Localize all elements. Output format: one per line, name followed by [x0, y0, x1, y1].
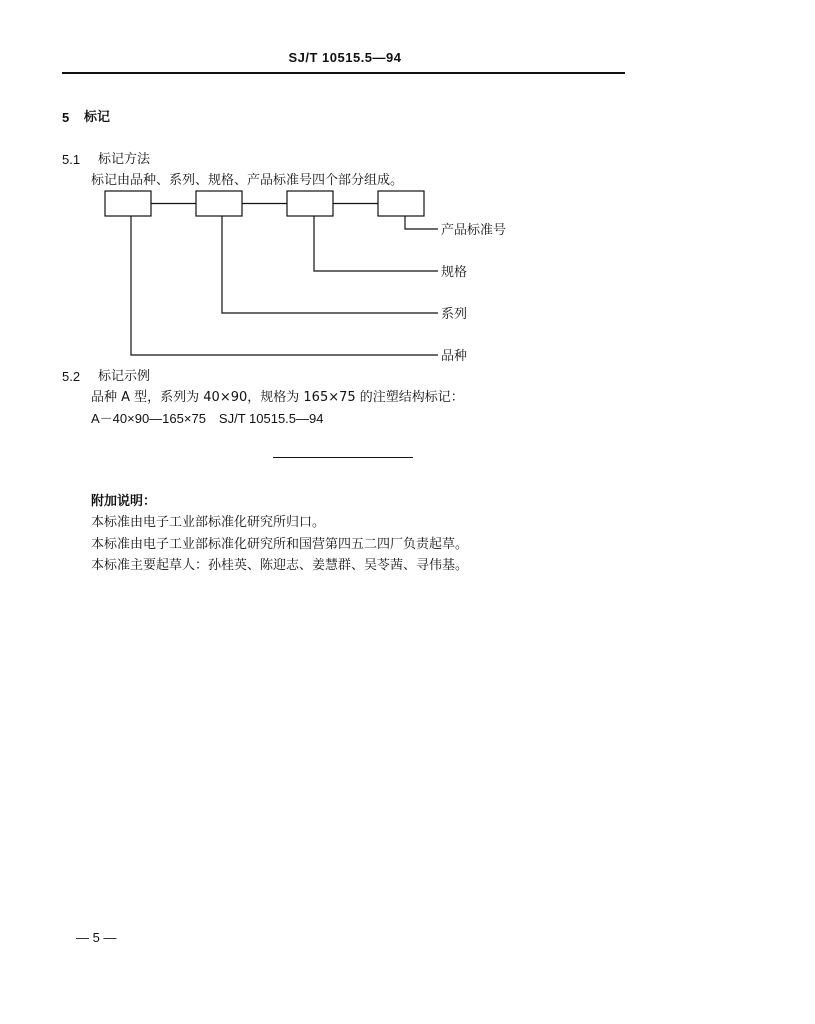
- section-5-title: 标记: [84, 110, 111, 125]
- label-series: 系列: [441, 307, 468, 322]
- example-marking: A－40×90—165×75 SJ/T 10515.5—94: [91, 411, 324, 426]
- leader-variety: [131, 216, 438, 355]
- section-divider: [273, 457, 413, 458]
- section-5-2-number: 5.2: [62, 369, 81, 384]
- appendix-line-1: 本标准由电子工业部标准化研究所归口。: [91, 515, 326, 530]
- section-5-1-text: 标记由品种、系列、规格、产品标准号四个部分组成。: [91, 173, 404, 188]
- label-standard-number: 产品标准号: [441, 223, 507, 238]
- example-description: 品种 A 型，系列为 40×90，规格为 165×75 的注塑结构标记：: [91, 390, 464, 405]
- section-5-1-title: 标记方法: [98, 152, 151, 167]
- section-5-2-title: 标记示例: [98, 369, 151, 384]
- appendix-line-2: 本标准由电子工业部标准化研究所和国营第四五二四厂负责起草。: [91, 537, 469, 552]
- label-variety: 品种: [441, 349, 468, 364]
- box-series: [196, 191, 242, 216]
- box-variety: [105, 191, 151, 216]
- appendix-line-3: 本标准主要起草人：孙桂英、陈迎志、姜慧群、吴苓茜、寻伟基。: [91, 558, 469, 573]
- leader-series: [222, 216, 438, 313]
- box-specification: [287, 191, 333, 216]
- section-5-number: 5: [62, 110, 70, 125]
- document-code-header: SJ/T 10515.5—94: [288, 50, 402, 65]
- appendix-title: 附加说明：: [91, 494, 157, 509]
- leader-standard-number: [405, 216, 438, 229]
- leader-specification: [314, 216, 438, 271]
- box-standard-number: [378, 191, 424, 216]
- page-number: — 5 —: [76, 930, 117, 945]
- label-specification: 规格: [441, 265, 468, 280]
- section-5-1-number: 5.1: [62, 152, 81, 167]
